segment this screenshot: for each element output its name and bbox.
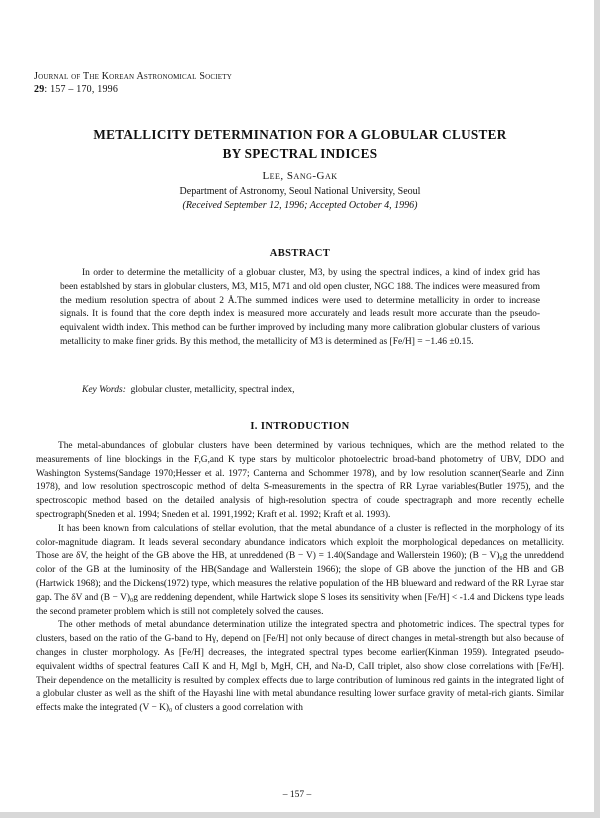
paragraph: The other methods of metal abundance determination utilize the integrated spectra and photometric indices. The spectral types for clusters, based on the ratio of the G-band to Hγ, depend on [Fe/H] not only because of direct changes in metal-strength but also because of changes in cluster morphology. As [Fe/H] decreases, the integrated spectral types become earlier(Kinman 1959). Integrated pseudo-equivalent widths of spectral features CaII K and H, MgI b, MgH, CH, and Na-D, CaII triplet, also show close correlations with [Fe/H]. Their dependence on the metallicity is resulted by complex effects due to large contribution of luminous red gaints in the integrated light of a globular cluster as well as the shift of the Hayashi line with metal abundance resulting lower surface gravity of metal-rich giants. Similar effects make the integrated (V − K)₀ of clusters a good correlation with bbox=[36, 620, 564, 714]
keywords-label: Key Words: bbox=[82, 385, 126, 395]
journal-volume-line bbox=[34, 83, 232, 96]
keywords bbox=[82, 384, 542, 397]
page-number: – 157 – bbox=[282, 790, 312, 800]
journal-header bbox=[34, 70, 232, 96]
author-affiliation: Department of Astronomy, Seoul National University, Seoul bbox=[179, 186, 421, 197]
received-dates: (Received September 12, 1996; Accepted October 4, 1996) bbox=[182, 200, 418, 211]
paragraph: The metal-abundances of globular clusters have been determined by various techniques, which are the method related to the measurements of line blockings in the F,G,and K type stars by multicolor photoelectric broad-band photometry of UBV, DDO and Washington Systems(Sandage 1970;Hesser et al. 1977; Canterna and Schommer 1978), and by low resolution scanner(Searle and Zinn 1978), and low resolution spectroscopic method of delta S-measurements in the spectra of RR Lyrae variables(Butler 1975), and the spectroscopic method based on the detailed analysis of high-resolution spectra of coude spectragraph and more recently echelle spectrograph(Sneden et al. 1994; Sneden et al. 1991,1992; Kraft et al. 1992; Kraft et al. 1993). bbox=[36, 441, 564, 520]
paragraph: It has been known from calculations of stellar evolution, that the metal abundance of a cluster is reflected in the morphology of its color-magnitude diagram. It leads several secondary abundance indicators which exploit the morphological depedances on metallicity. Those are δV, the height of the GB above the HB, at unreddened (B − V) = 1.40(Sandage and Wallerstein 1960); (B − V)₀g the unreddend color of the GB at the luminosity of the HB(Sandage and Wallerstein 1966); the slope of GB above the junction of the HB and GB (Hartwick 1968); and the Dickens(1972) type, which measures the relative population of the HB blueward and redward of the RR Lyrae star gap. The δV and (B − V)₀g are reddening dependent, while Hartwick slope S loses its sensitivity when [Fe/H] < -1.4 and Dickens type leads the second prameter problem which is still not completely solved the causes. bbox=[36, 523, 564, 617]
journal-volume: 29 bbox=[34, 84, 45, 95]
introduction-body bbox=[36, 440, 564, 716]
journal-name: Journal of The Korean Astronomical Society bbox=[34, 71, 232, 82]
paper-title bbox=[34, 125, 566, 163]
section-heading: I. INTRODUCTION bbox=[250, 421, 350, 432]
title-line-1: METALLICITY DETERMINATION FOR A GLOBULAR CLUSTER bbox=[93, 127, 507, 142]
journal-pages: : 157 – 170, 1996 bbox=[44, 84, 119, 95]
abstract-text: In order to determine the metallicity of a globuar cluster, M3, by using the spectral indices, a kind of index grid has been establshed by stars in globular clusters, M3, M15, M71 and old open cluster, NGC 188. The indices were measured from the medium resolution spectra of about 2 Å.The summed indices were used to determine metallicity in order to increase signals. It is found that the core depth index is measured more accurately and leads result more accurate than the pseudo-equivalent width index. This method can be further improved by including many more calibration globular clusters of various metallicity to make finer grids. By this method, the metallicity of M3 is determined as [Fe/H] = −1.46 ±0.15. bbox=[60, 268, 540, 347]
keywords-list: globular cluster, metallicity, spectral index, bbox=[130, 385, 295, 395]
title-line-2: BY SPECTRAL INDICES bbox=[222, 146, 378, 161]
abstract-heading: ABSTRACT bbox=[269, 248, 331, 259]
author-name: Lee, Sang-Gak bbox=[262, 170, 338, 182]
